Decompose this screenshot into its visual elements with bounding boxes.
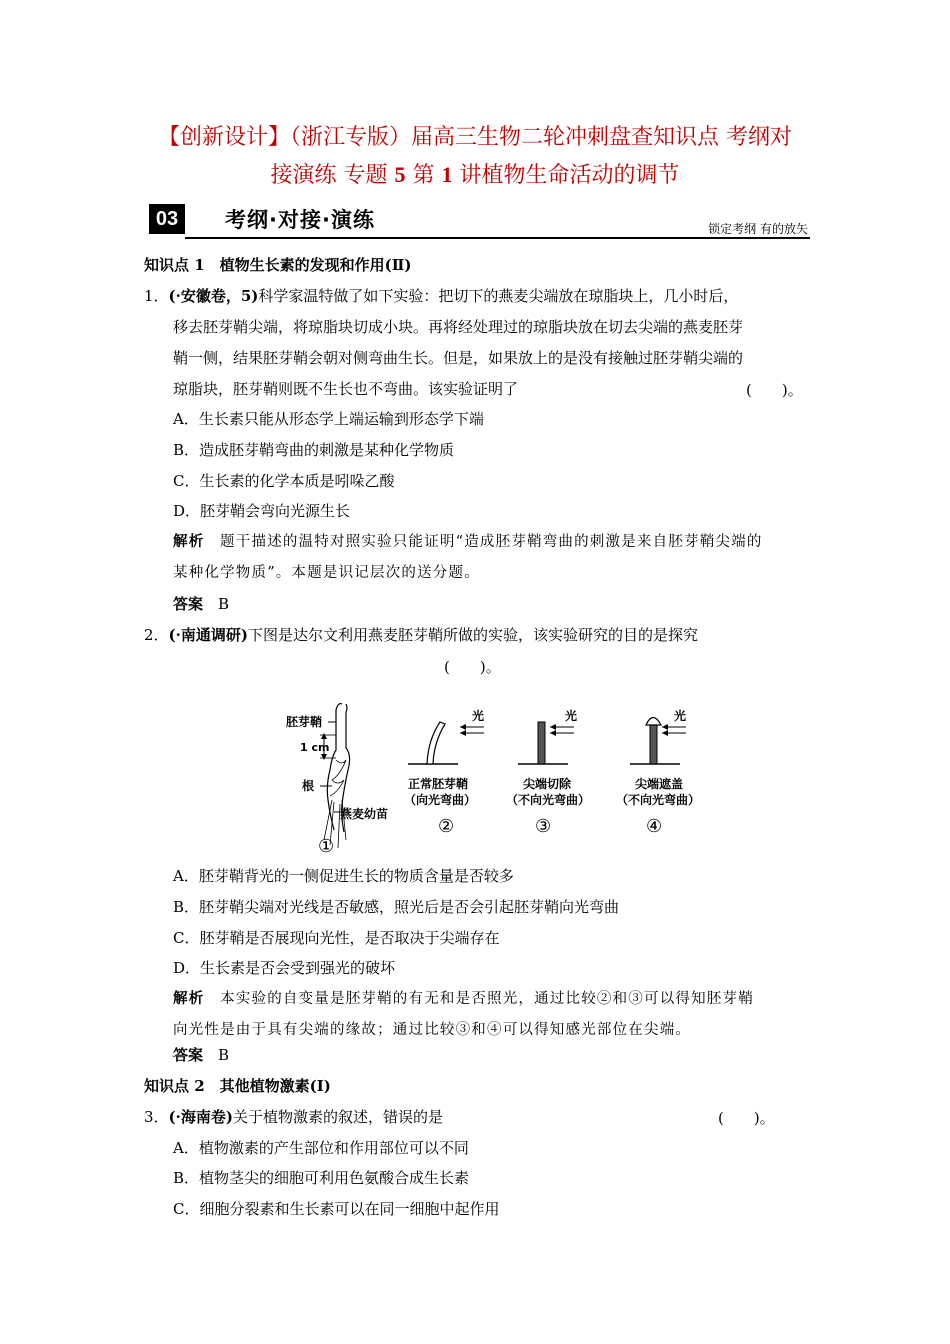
question-1-option-a: A．生长素只能从形态学上端运输到形态学下端 bbox=[173, 410, 484, 428]
question-2-option-a: A．胚芽鞘背光的一侧促进生长的物质含量是否较多 bbox=[173, 867, 514, 885]
light-label-4: 光 bbox=[674, 709, 687, 723]
question-2-analysis-line-1: 解析 本实验的自变量是胚芽鞘的有无和是否照光，通过比较②和③可以得知胚芽鞘 bbox=[173, 990, 754, 1007]
question-2-line-1: 2．(·南通调研)下图是达尔文利用燕麦胚芽鞘所做的实验，该实验研究的目的是探究 bbox=[144, 626, 698, 644]
question-1-analysis-line-1: 解析 题干描述的温特对照实验只能证明“造成胚芽鞘弯曲的刺激是来自胚芽鞘尖端的 bbox=[173, 533, 763, 550]
knowledge-point-1: 知识点 1 植物生长素的发现和作用(Ⅱ) bbox=[144, 256, 412, 274]
label-coleoptile: 胚芽鞘 bbox=[286, 715, 323, 729]
banner-rule bbox=[185, 237, 810, 239]
question-2-answer: 答案 B bbox=[173, 1046, 230, 1064]
section-banner bbox=[145, 202, 810, 242]
label-root: 根 bbox=[302, 779, 315, 793]
question-2-option-d: D．生长素是否会受到强光的破坏 bbox=[173, 959, 396, 977]
caption-4-line-1: 尖端遮盖 bbox=[635, 777, 684, 791]
panel-3-tip-removed bbox=[506, 708, 590, 837]
question-2-answer-blank: ( )。 bbox=[444, 658, 501, 676]
caption-2-line-2: （向光弯曲） bbox=[404, 793, 477, 807]
question-2-option-c: C．胚芽鞘是否展现向光性，是否取决于尖端存在 bbox=[173, 929, 500, 947]
question-1-line-3: 鞘一侧，结果胚芽鞘会朝对侧弯曲生长。但是，如果放上的是没有接触过胚芽鞘尖端的 bbox=[173, 349, 744, 367]
section-number: 03 bbox=[149, 204, 185, 234]
section-name: 考纲·对接·演练 bbox=[225, 208, 375, 232]
caption-3-line-1: 尖端切除 bbox=[523, 777, 572, 791]
question-3-line-1: 3．(·海南卷)关于植物激素的叙述，错误的是 bbox=[144, 1108, 443, 1126]
question-1-option-d: D．胚芽鞘会弯向光源生长 bbox=[173, 502, 351, 520]
caption-2-line-1: 正常胚芽鞘 bbox=[408, 777, 469, 791]
question-3-option-a: A．植物激素的产生部位和作用部位可以不同 bbox=[173, 1139, 469, 1157]
label-1cm: 1 cm bbox=[300, 741, 330, 754]
question-1-answer: 答案 B bbox=[173, 595, 230, 613]
question-3-answer-blank: ( )。 bbox=[718, 1109, 775, 1127]
caption-3-line-2: （不向光弯曲） bbox=[506, 793, 591, 807]
panel-2-normal bbox=[404, 708, 484, 837]
question-1-answer-blank: ( )。 bbox=[746, 381, 803, 399]
caption-4-line-2: （不向光弯曲） bbox=[616, 793, 700, 807]
label-seedling: 燕麦幼苗 bbox=[340, 807, 389, 821]
title-line-1: 【创新设计】（浙江专版）届高三生物二轮冲刺盘查知识点 考纲对 bbox=[158, 125, 792, 150]
question-1-option-c: C．生长素的化学本质是吲哚乙酸 bbox=[173, 472, 395, 490]
panel-1-seedling bbox=[286, 704, 388, 857]
label-panel-4: ④ bbox=[646, 816, 663, 837]
question-1-line-4: 琼脂块，胚芽鞘则既不生长也不弯曲。该实验证明了 bbox=[173, 380, 519, 398]
light-label-3: 光 bbox=[565, 709, 578, 723]
darwin-experiment-figure bbox=[280, 700, 700, 860]
question-3-option-c: C．细胞分裂素和生长素可以在同一细胞中起作用 bbox=[173, 1200, 500, 1218]
light-label-2: 光 bbox=[472, 709, 485, 723]
document-title bbox=[100, 119, 850, 194]
question-1-line-2: 移去胚芽鞘尖端，将琼脂块切成小块。再将经处理过的琼脂块放在切去尖端的燕麦胚芽 bbox=[173, 318, 744, 336]
title-line-2: 接演练 专题 5 第 1 讲植物生命活动的调节 bbox=[270, 162, 680, 188]
label-panel-3: ③ bbox=[535, 816, 552, 837]
panel-4-tip-covered bbox=[616, 708, 700, 837]
label-panel-2: ② bbox=[438, 816, 455, 837]
label-panel-1: ① bbox=[318, 836, 335, 857]
knowledge-point-2: 知识点 2 其他植物激素(Ⅰ) bbox=[144, 1077, 331, 1095]
question-2-option-b: B．胚芽鞘尖端对光线是否敏感，照光后是否会引起胚芽鞘向光弯曲 bbox=[173, 898, 620, 916]
question-3-option-b: B．植物茎尖的细胞可利用色氨酸合成生长素 bbox=[173, 1169, 470, 1187]
question-1-option-b: B．造成胚芽鞘弯曲的刺激是某种化学物质 bbox=[173, 441, 455, 459]
question-1-line-1: 1．(·安徽卷，5)科学家温特做了如下实验：把切下的燕麦尖端放在琼脂块上，几小时后， bbox=[144, 287, 739, 305]
section-motto: 锁定考纲 有的放矢 bbox=[708, 222, 808, 236]
question-1-analysis-line-2: 某种化学物质”。本题是识记层次的送分题。 bbox=[173, 565, 480, 581]
question-2-analysis-line-2: 向光性是由于具有尖端的缘故；通过比较③和④可以得知感光部位在尖端。 bbox=[173, 1022, 692, 1038]
